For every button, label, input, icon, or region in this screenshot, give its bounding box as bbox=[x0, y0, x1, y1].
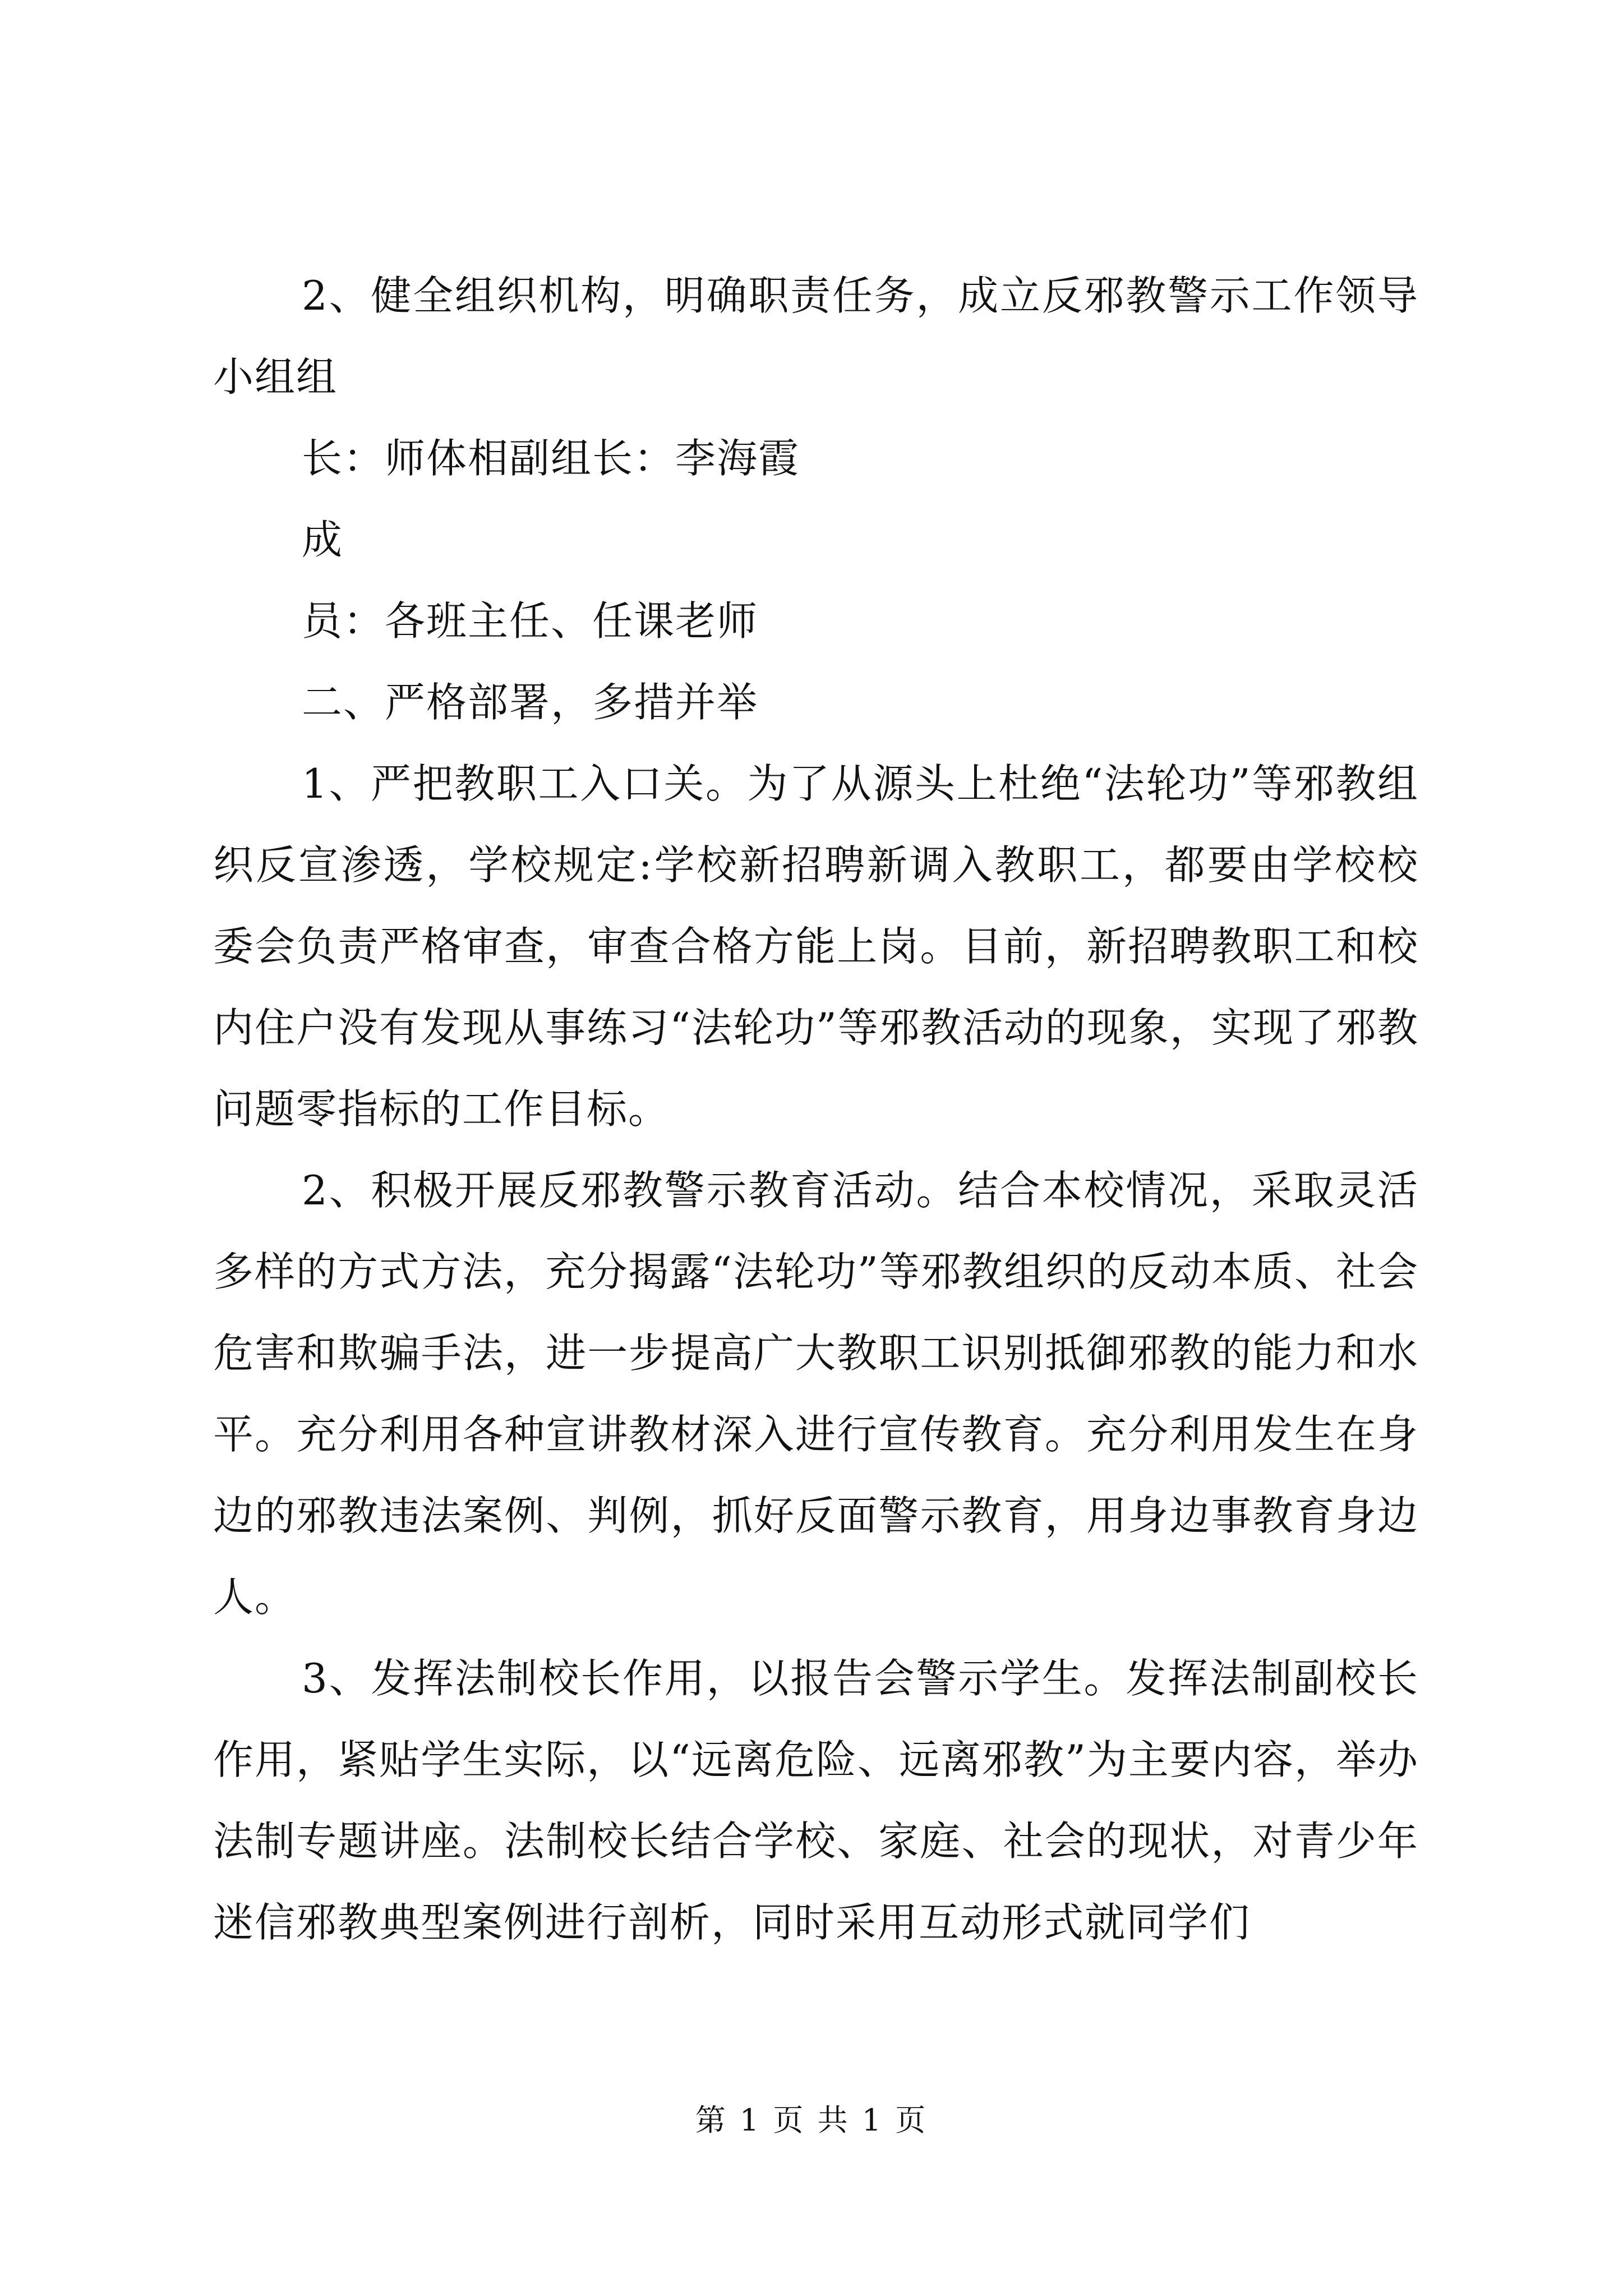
page-number-label: 第 1 页 共 1 页 bbox=[695, 2102, 928, 2138]
paragraph-warning-education: 2、积极开展反邪教警示教育活动。结合本校情况，采取灵活多样的方式方法，充分揭露“法轮功”等邪教组织的反动本质、社会危害和欺骗手法，进一步提高广大教职工识别抵御邪教的能力和水平。充分利用各种宣讲教材深入进行宣传教育。充分利用发生在身边的邪教违法案例、判例，抓好反面警示教育，用身边事教育身边人。 bbox=[213, 1167, 1419, 1621]
paragraph-legal-principal: 3、发挥法制校长作用，以报告会警示学生。发挥法制副校长作用，紧贴学生实际，以“远离危险、远离邪教”为主要内容，举办法制专题讲座。法制校长结合学校、家庭、社会的现状，对青少年迷信邪教典型案例进行剖析，同时采用互动形式就同学们 bbox=[213, 1655, 1419, 1946]
page-footer bbox=[0, 2101, 1623, 2140]
section-heading-deployment: 二、严格部署，多措并举 bbox=[302, 679, 759, 726]
paragraph-staff-screening: 1、严把教职工入口关。为了从源头上杜绝“法轮功”等邪教组织反宣渗透，学校规定:学校新招聘新调入教职工，都要由学校校委会负责严格审查，审查合格方能上岗。目前，新招聘教职工和校内住户没有发现从事练习“法轮功”等邪教活动的现象，实现了邪教问题零指标的工作目标。 bbox=[213, 760, 1419, 1133]
paragraph-leaders: 长：师体相副组长：李海霞 bbox=[302, 435, 800, 482]
document-body bbox=[213, 255, 1419, 1963]
paragraph-org-structure: 2、健全组织机构，明确职责任务，成立反邪教警示工作领导小组组 bbox=[213, 272, 1419, 401]
paragraph-members-heading: 成 bbox=[302, 516, 344, 563]
paragraph-members: 员：各班主任、任课老师 bbox=[302, 597, 759, 645]
